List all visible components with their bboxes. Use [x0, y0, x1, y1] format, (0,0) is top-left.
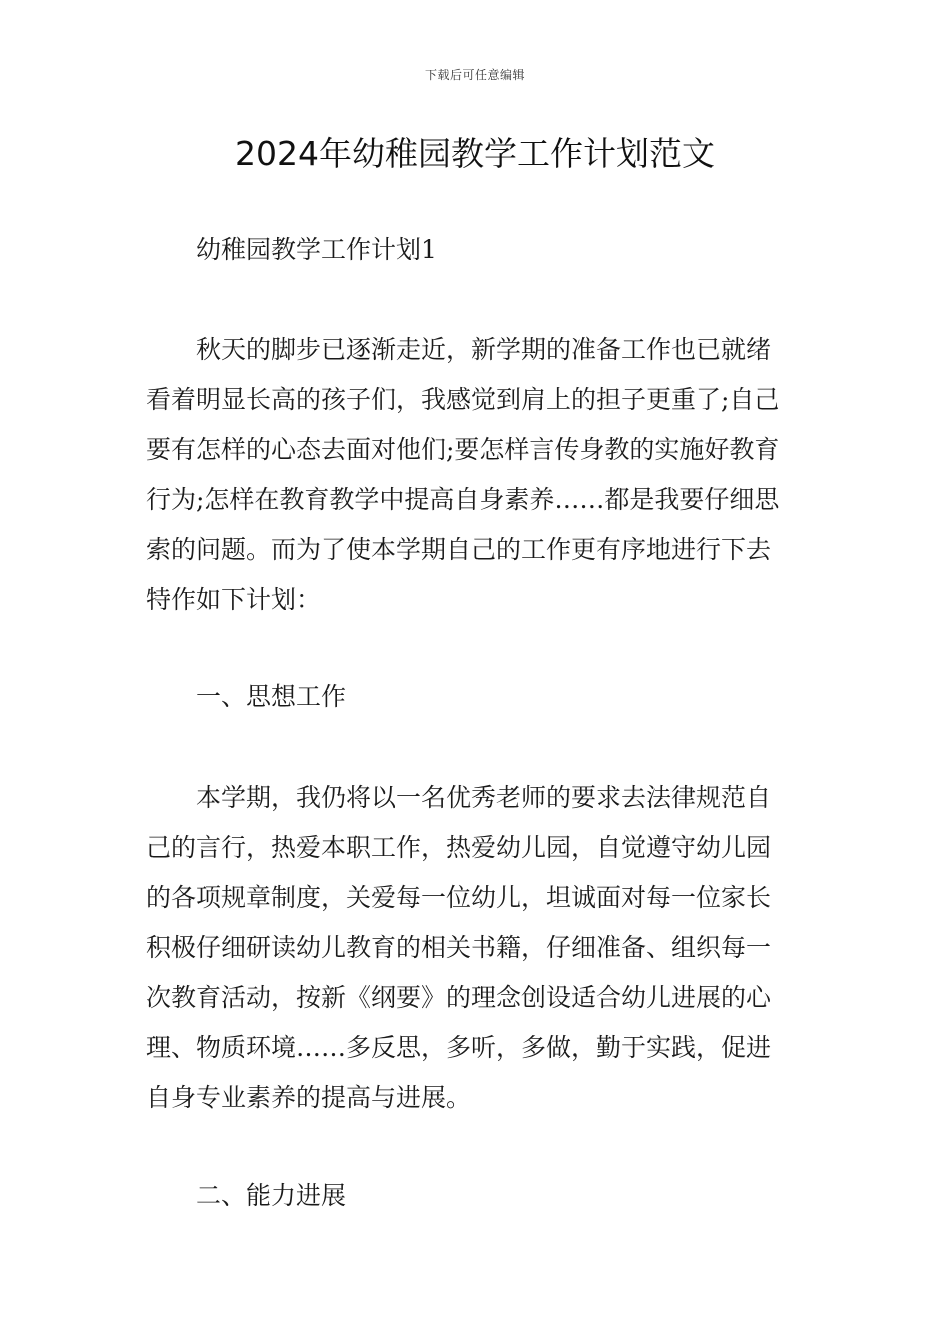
subtitle: 幼稚园教学工作计划1: [196, 235, 437, 264]
section-1-line-6: 理、物质环境……多反思，多听，多做，勤于实践，促进: [146, 1033, 772, 1062]
paragraph-1-line-2: 看着明显长高的孩子们，我感觉到肩上的担子更重了;自己: [146, 385, 780, 414]
section-1-line-3: 的各项规章制度，关爱每一位幼儿，坦诚面对每一位家长: [146, 883, 772, 912]
header-note: 下载后可任意编辑: [424, 68, 525, 82]
document-title: 2024年幼稚园教学工作计划范文: [235, 134, 715, 173]
paragraph-1-line-6: 特作如下计划：: [146, 585, 322, 614]
paragraph-1-line-4: 行为;怎样在教育教学中提高自身素养……都是我要仔细思: [146, 485, 780, 514]
section-1-line-1: 本学期，我仍将以一名优秀老师的要求去法律规范自: [196, 783, 772, 812]
section-1-line-4: 积极仔细研读幼儿教育的相关书籍，仔细准备、组织每一: [146, 933, 772, 962]
section-1-line-7: 自身专业素养的提高与进展。: [146, 1083, 472, 1112]
section-1-line-5: 次教育活动，按新《纲要》的理念创设适合幼儿进展的心: [146, 983, 772, 1012]
section-1-line-2: 己的言行，热爱本职工作，热爱幼儿园，自觉遵守幼儿园: [146, 833, 772, 862]
paragraph-1-line-3: 要有怎样的心态去面对他们;要怎样言传身教的实施好教育: [146, 435, 780, 464]
section-1-heading: 一、思想工作: [196, 682, 347, 711]
paragraph-1-line-5: 索的问题。而为了使本学期自己的工作更有序地进行下去: [146, 535, 772, 564]
section-2-heading: 二、能力进展: [196, 1181, 347, 1210]
paragraph-1-line-1: 秋天的脚步已逐渐走近，新学期的准备工作也已就绪: [196, 335, 772, 364]
